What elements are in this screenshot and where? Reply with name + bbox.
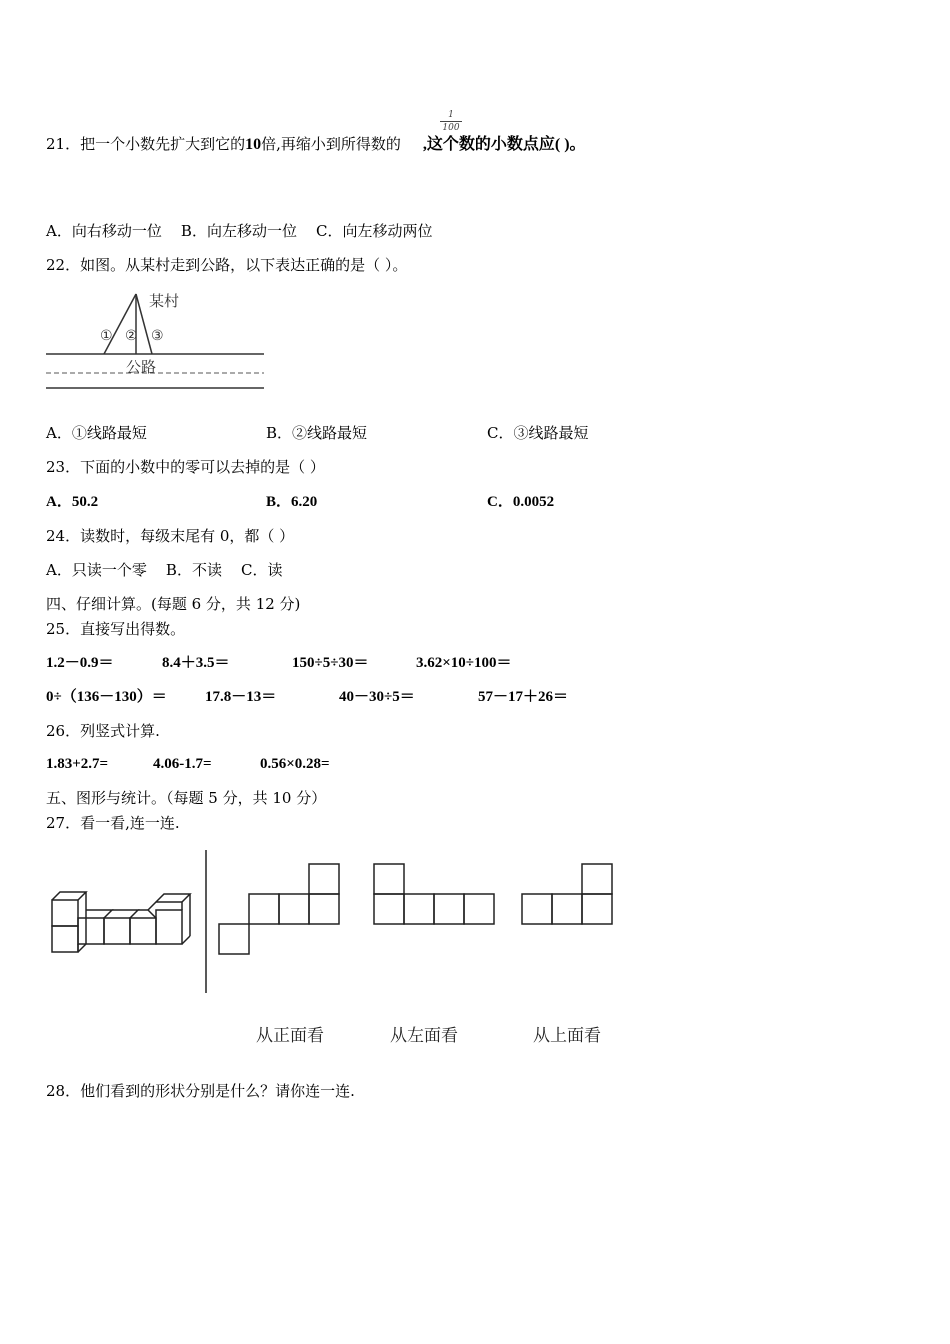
q25-r1-c4: 3.62×10÷100＝ [416,655,512,671]
q22-question: 22．如图。从某村走到公路，以下表达正确的是（ ）。 [46,256,408,274]
route-2-label: ② [125,328,138,344]
q27-question: 27．看一看,连一连. [46,814,180,832]
q22-option-a[interactable]: A．①线路最短 [46,424,147,442]
q27-cube-figure [44,848,644,998]
q25-r1-c3: 150÷5÷30＝ [292,655,369,671]
q21-suffix: ,这个数的小数点应( )。 [422,136,586,153]
village-label: 某村 [149,292,180,310]
section-4-heading: 四、仔细计算。(每题 6 分，共 12 分) [46,595,301,613]
q25-r2-c4: 57－17＋26＝ [478,689,569,705]
q23-option-c[interactable]: C．0.0052 [487,494,555,510]
q21-frac-den: 100 [442,123,460,133]
route-1-label: ① [100,328,113,344]
q25-r2-c3: 40－30÷5＝ [339,689,415,705]
view-shape-1 [219,864,339,954]
q21-prefix: 21．把一个小数先扩大到它的 [46,135,246,153]
q25-r1-c2: 8.4＋3.5＝ [162,655,230,671]
q26-item-1: 1.83+2.7= [46,756,109,772]
q24-question: 24．读数时，每级末尾有 0，都（ ） [46,527,295,545]
q26-item-2: 4.06-1.7= [153,756,212,772]
q21-option-b[interactable]: B．向左移动一位 [180,222,297,240]
q24-option-c[interactable]: C．读 [241,561,283,579]
q21-num: 10 [245,136,262,153]
q23-question: 23．下面的小数中的零可以去掉的是（ ） [46,458,325,476]
q22-road-figure [44,288,274,393]
q26-item-3: 0.56×0.28= [260,756,330,772]
q21-question [46,134,586,155]
caption-top-view: 从上面看 [533,1026,601,1046]
q26-question: 26．列竖式计算. [46,722,160,740]
q22-option-c[interactable]: C．③线路最短 [487,424,589,442]
q23-option-b[interactable]: B．6.20 [266,494,318,510]
q25-r2-c2: 17.8－13＝ [205,689,277,705]
q28-question: 28．他们看到的形状分别是什么？请你连一连. [46,1082,355,1100]
q21-option-a[interactable]: A．向右移动一位 [46,222,162,240]
q23-option-a[interactable]: A．50.2 [46,494,99,510]
q21-middle: 倍,再缩小到所得数的 [261,135,401,153]
q22-option-b[interactable]: B．②线路最短 [266,424,368,442]
q25-question: 25．直接写出得数。 [46,620,186,638]
cube-assembly [52,892,190,952]
q21-option-c[interactable]: C．向左移动两位 [316,222,433,240]
q24-option-a[interactable]: A．只读一个零 [46,561,147,579]
q24-options [46,560,283,580]
q21-frac-num: 1 [448,110,454,120]
route-3-label: ③ [151,328,164,344]
road-label: 公路 [126,358,157,376]
q21-options [46,221,433,241]
q25-r2-c1: 0÷（136－130）＝ [46,689,167,705]
route-line-1 [104,294,136,354]
q21-fraction [440,110,462,133]
caption-front-view: 从正面看 [256,1026,324,1046]
section-5-heading: 五、图形与统计。（每题 5 分，共 10 分） [46,789,327,807]
view-shape-2 [374,864,494,924]
q24-option-b[interactable]: B．不读 [165,561,222,579]
view-shape-3 [522,864,612,924]
caption-left-view: 从左面看 [390,1026,458,1046]
q25-r1-c1: 1.2－0.9＝ [46,655,114,671]
